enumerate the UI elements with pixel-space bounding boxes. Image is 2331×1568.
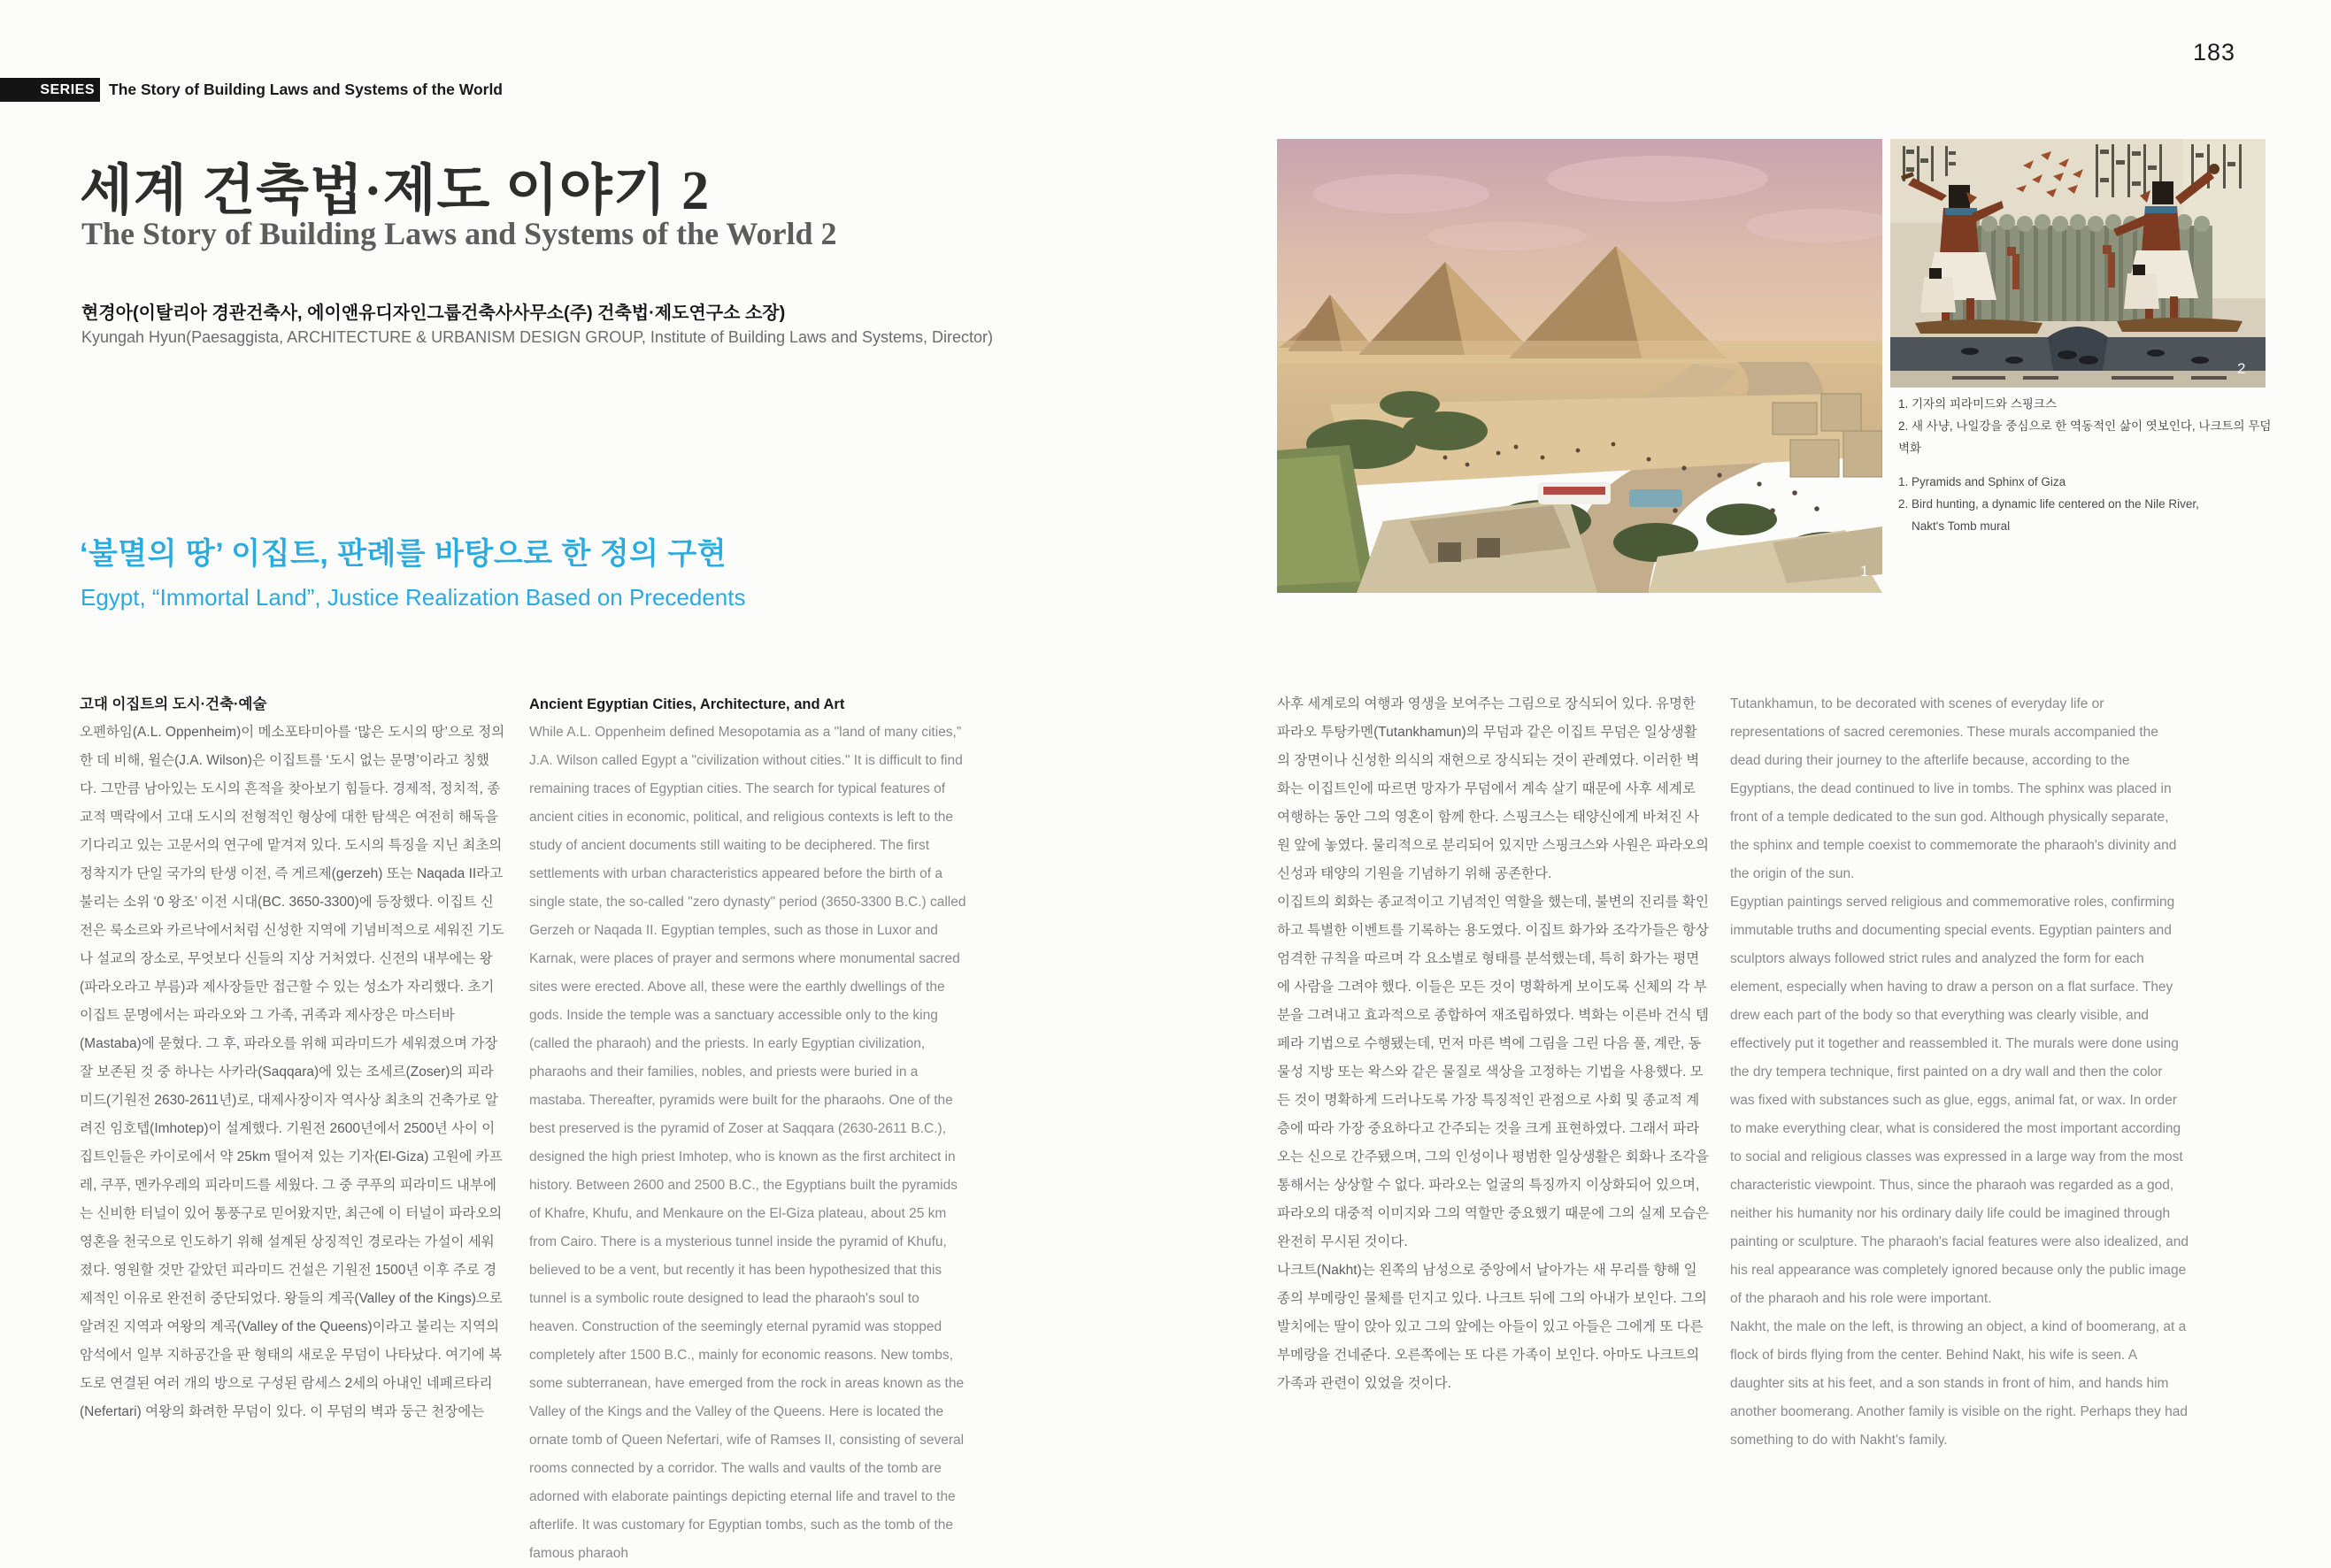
body-column-english-1 bbox=[529, 690, 966, 1568]
column-text: Nakht, the male on the left, is throwing an object, a kind of boomerang, at a flock of birds flying from the center. Behind Nakt, his wife is seen. A daughter sits at his feet, and a son stands in front of him, and hands him another boomerang. Another family is visible on the right. Perhaps they had something to do with Nakht's family. bbox=[1730, 1319, 2188, 1448]
pyramids-giza-photo bbox=[1277, 139, 1882, 593]
article-title-english: The Story of Building Laws and Systems of the World 2 bbox=[81, 216, 837, 251]
column-text: 나크트(Nakht)는 왼쪽의 남성으로 중앙에서 날아가는 새 무리를 향해 일종의 부메랑인 물체를 던지고 있다. 나크트 뒤에 그의 아내가 보인다. 그의 발치에는 딸이 앉아 있고 그의 앞에는 아들이 있고 아들은 그에게 또 다른 부메랑을 건네준다. 오른쪽에는 또 다른 가족이 보인다. 아마도 나크트의 가족과 관련이 있었을 것이다. bbox=[1277, 1263, 1707, 1391]
caption-korean-2: 2. 새 사냥, 나일강을 중심으로 한 역동적인 삶이 엿보인다, 나크트의 무덤 벽화 bbox=[1898, 419, 2272, 455]
column-text: 오펜하임(A.L. Oppenheim)이 메소포타미아를 ‘많은 도시의 땅’으로 정의한 데 비해, 윌슨(J.A. Wilson)은 이집트를 ‘도시 없는 문명’이라고 칭했다. 그만큼 남아있는 도시의 흔적을 찾아보기 힘들다. 경제적, 정치적, 종교적 맥락에서 고대 도시의 전형적인 형상에 대한 탐색은 여전히 해독을 기다리고 있는 고문서의 연구에 맡겨져 있다. 도시의 특징을 지닌 최초의 정착지가 단일 국가의 탄생 이전, 즉 게르제(gerzeh) 또는 Naqada II라고 불리는 소위 ‘0 왕조’ 이전 시대(BC. 3650-3300)에 등장했다. 이집트 신전은 룩소르와 카르낙에서처럼 신성한 지역에 기념비적으로 세워진 기도나 설교의 장소로, 무엇보다 신들의 지상 거처였다. 신전의 내부에는 왕(파라오라고 부름)과 제사장들만 접근할 수 있는 성소가 자리했다. 초기 이집트 문명에서는 파라오와 그 가족, 귀족과 제사장은 마스터바(Mastaba)에 묻혔다. 그 후, 파라오를 위해 피라미드가 세워졌으며 가장 잘 보존된 것 중 하나는 사카라(Saqqara)에 있는 조세르(Zoser)의 피라미드(기원전 2630-2611년)로, 대제사장이자 역사상 최초의 건축가로 알려진 임호텝(Imhotep)이 설계했다. 기원전 2600년에서 2500년 사이 이집트인들은 카이로에서 약 25km 떨어져 있는 기자(El-Giza) 고원에 카프레, 쿠푸, 멘카우레의 피라미드를 세웠다. 그 중 쿠푸의 피라미드 내부에는 신비한 터널이 있어 통풍구로 믿어왔지만, 최근에 이 터널이 파라오의 영혼을 천국으로 인도하기 위해 설계된 상징적인 경로라는 가설이 세워졌다. 영원할 것만 같았던 피라미드 건설은 기원전 1500년 이후 주로 경제적인 이유로 완전히 중단되었다. 왕들의 계곡(Valley of the Kings)으로 알려진 지역과 여왕의 계곡(Valley of the Queens)이라고 불리는 지역의 암석에서 일부 지하공간을 판 형태의 새로운 무덤이 나타났다. 여기에 복도로 연결된 여러 개의 방으로 구성된 람세스 2세의 아내인 네페르타리(Nefertari) 여왕의 화려한 무덤이 있다. 이 무덤의 벽과 둥근 천장에는 bbox=[80, 725, 505, 1419]
figure-captions bbox=[1898, 393, 2279, 537]
body-column-korean-2 bbox=[1277, 690, 1709, 1398]
column-heading-english: Ancient Egyptian Cities, Architecture, and Art bbox=[529, 696, 845, 712]
caption-english-2-continued: Nakt's Tomb mural bbox=[1912, 519, 2011, 533]
column-text: While A.L. Oppenheim defined Mesopotamia as a "land of many cities," J.A. Wilson called Egypt a "civilization without cities." It is difficult to find remaining traces of Egyptian cities. The search for typical features of ancient cities in economic, political, and religious contexts is left to the study of ancient documents still waiting to be deciphered. The first settlements with urban characteristics appeared before the birth of a single state, the so-called "zero dynasty" period (3650-3300 B.C.) called Gerzeh or Naqada II. Egyptian temples, such as those in Luxor and Karnak, were places of prayer and sermons where monumental sacred sites were erected. Above all, these were the earthly dwellings of the gods. Inside the temple was a sanctuary accessible only to the king (called the pharaoh) and the priests. In early Egyptian civilization, pharaohs and their families, nobles, and priests were buried in a mastaba. Thereafter, pyramids were built for the pharaohs. One of the best preserved is the pyramid of Zoser at Saqqara (2630-2611 B.C.), designed the high priest Imhotep, who is known as the first architect in history. Between 2600 and 2500 B.C., the Egyptians built the pyramids of Khafre, Khufu, and Menkaure on the El-Giza plateau, about 25 km from Cairo. There is a mysterious tunnel inside the pyramid of Khufu, believed to be a vent, but recently it has been hypothesized that this tunnel is a symbolic route designed to lead the pharaoh's soul to heaven. Construction of the seemingly eternal pyramid was stopped completely after 1500 B.C., mainly for economic reasons. New tombs, some subterranean, have emerged from the rock in areas known as the Valley of the Kings and the Valley of the Queens. Here is located the ornate tomb of Queen Nefertari, wife of Ramses II, consisting of several rooms connected by a corridor. The walls and vaults of the tomb are adorned with elaborate paintings depicting eternal life and travel to the afterlife. It was customary for Egyptian tombs, such as the tomb of the famous pharaoh bbox=[529, 725, 966, 1561]
figure-2-number: 2 bbox=[2237, 360, 2246, 377]
series-title: The Story of Building Laws and Systems of the World bbox=[109, 81, 503, 98]
column-text: 사후 세계로의 여행과 영생을 보여주는 그림으로 장식되어 있다. 유명한 파라오 투탕카멘(Tutankhamun)의 무덤과 같은 이집트 무덤은 일상생활의 장면이나 신성한 의식의 재현으로 장식되는 것이 관례였다. 이러한 벽화는 이집트인에 따르면 망자가 무덤에서 계속 살기 때문에 사후 세계로 여행하는 동안 그의 영혼이 함께 한다. 스핑크스는 태양신에게 바쳐진 사원 앞에 놓였다. 물리적으로 분리되어 있지만 스핑크스와 사원은 파라오의 신성과 태양의 기원을 기념하기 위해 공존한다. bbox=[1277, 696, 1709, 881]
article-title-korean: 세계 건축법·제도 이야기 2 bbox=[80, 161, 711, 221]
author-english: Kyungah Hyun(Paesaggista, ARCHITECTURE & URBANISM DESIGN GROUP, Institute of Building Laws and Systems, Director) bbox=[81, 328, 994, 346]
caption-english-2: 2. Bird hunting, a dynamic life centered on the Nile River, bbox=[1898, 497, 2199, 511]
caption-korean-1: 1. 기자의 피라미드와 스핑크스 bbox=[1898, 397, 2058, 411]
series-badge-label: SERIES bbox=[40, 81, 95, 97]
nakht-tomb-mural-photo bbox=[1890, 139, 2266, 388]
column-text: Tutankhamun, to be decorated with scenes of everyday life or representations of sacred ceremonies. These murals accompanied the dead during their journey to the afterlife because, according to the Egyptians, the dead continued to live in tombs. The sphinx was placed in front of a temple dedicated to the sun god. Although physically separate, the sphinx and temple coexist to commemorate the pharaoh's divinity and the origin of the sun. bbox=[1730, 696, 2177, 881]
column-text: Egyptian paintings served religious and commemorative roles, confirming immutable truths and documenting special events. Egyptian painters and sculptors always followed strict rules and analyzed the form for each element, especially when having to draw a person on a flat surface. They drew each part of the body so that everything was clearly visible, and effectively put it together and reassembled it. The murals were done using the dry tempera technique, first painted on a dry wall and then the color was fixed with substances such as glue, eggs, animal fat, or wax. In order to make everything clear, what is considered the most important according to social and religious classes was expressed in a large way from the most characteristic viewpoint. Thus, since the pharaoh was regarded as a god, neither his humanity nor his ordinary daily life could be imagined through painting or sculpture. The pharaoh's facial features were also idealized, and his real appearance was completely ignored because only the public image of the pharaoh and his role were important. bbox=[1730, 895, 2189, 1306]
author-korean: 현경아(이탈리아 경관건축사, 에이앤유디자인그룹건축사사무소(주) 건축법·제도연구소 소장) bbox=[81, 304, 786, 323]
section-heading-korean: ‘불멸의 땅’ 이집트, 판례를 바탕으로 한 정의 구현 bbox=[80, 537, 727, 571]
page-number: 183 bbox=[2193, 39, 2236, 65]
series-badge bbox=[0, 78, 100, 102]
figure-1-number: 1 bbox=[1860, 563, 1869, 580]
mural-photo-illustration bbox=[1890, 139, 2266, 388]
body-column-korean-1 bbox=[80, 690, 506, 1426]
captions-english-block bbox=[1898, 471, 2279, 537]
section-heading-english: Egypt, “Immortal Land”, Justice Realization Based on Precedents bbox=[81, 584, 746, 611]
body-column-english-2 bbox=[1730, 690, 2190, 1455]
pyramids-photo-illustration bbox=[1277, 139, 1882, 593]
caption-english-1: 1. Pyramids and Sphinx of Giza bbox=[1898, 475, 2066, 488]
column-heading-korean: 고대 이집트의 도시·건축·예술 bbox=[80, 696, 267, 712]
column-text: 이집트의 회화는 종교적이고 기념적인 역할을 했는데, 불변의 진리를 확인하고 특별한 이벤트를 기록하는 용도였다. 이집트 화가와 조각가들은 항상 엄격한 규칙을 따르며 각 요소별로 형태를 분석했는데, 특히 화가는 평면에 사람을 그려야 했다. 이들은 모든 것이 명확하게 보이도록 신체의 각 부분을 그려내고 효과적으로 종합하여 재조립하였다. 벽화는 이른바 건식 템페라 기법으로 수행됐는데, 먼저 마른 벽에 그림을 그린 다음 풀, 계란, 동물성 지방 또는 왁스와 같은 물질로 색상을 고정하는 기법을 사용했다. 모든 것이 명확하게 드러나도록 가장 특징적인 관점으로 사회 및 종교적 계층에 따라 가장 중요하다고 간주되는 것을 크게 표현하였다. 그래서 파라오는 신으로 간주됐으며, 그의 인성이나 평범한 일상생활은 회화나 조각을 통해서는 상상할 수 없다. 파라오는 얼굴의 특징까지 이상화되어 있으며, 파라오의 대중적 이미지와 그의 역할만 중요했기 때문에 그의 실제 모습은 완전히 무시된 것이다. bbox=[1277, 895, 1709, 1249]
